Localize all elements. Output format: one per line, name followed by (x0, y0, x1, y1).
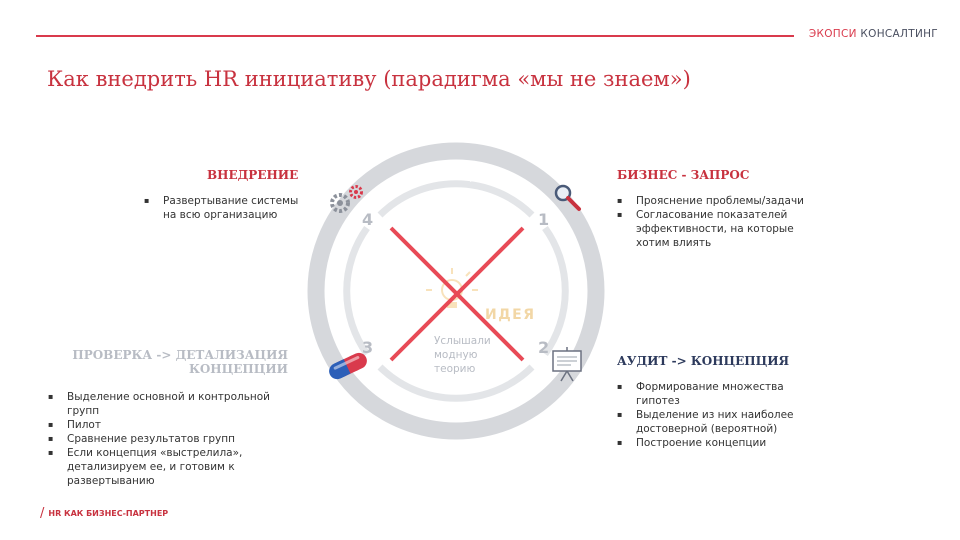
cycle-step-2: 2 (538, 338, 550, 357)
business-request-heading: БИЗНЕС - ЗАПРОС (617, 168, 750, 182)
page-title: Как внедрить HR инициативу (парадигма «мы не знаем») (47, 67, 691, 91)
footer: / HR КАК БИЗНЕС-ПАРТНЕР (40, 506, 169, 521)
audit-list (617, 380, 822, 450)
cycle-step-4: 4 (362, 210, 374, 229)
business-request-list (617, 194, 822, 250)
idea-label: ИДЕЯ (485, 307, 536, 323)
list-item: ▪ Развертывание системы на всю организацию (144, 194, 304, 222)
list-item: ▪ Построение концепции (617, 436, 822, 450)
list-item: ▪ Прояснение проблемы/задачи (617, 194, 822, 208)
audit-heading: АУДИТ -> КОНЦЕПЦИЯ (617, 354, 790, 368)
list-item: ▪ Выделение из них наиболее достоверной (вероятной) (617, 408, 822, 436)
inner-arc-top (380, 184, 532, 215)
cycle-step-1: 1 (538, 210, 550, 229)
inner-arc-left (347, 228, 367, 354)
list-item: ▪ Выделение основной и контрольной групп (48, 390, 303, 418)
brand-logo: ЭКОПСИ КОНСАЛТИНГ (808, 28, 938, 40)
list-item: ▪ Если концепция «выстрелила», детализируем ее, и готовим к развертыванию (48, 446, 303, 488)
list-item: ▪ Пилот (48, 418, 303, 432)
verification-heading: ПРОВЕРКА -> ДЕТАЛИЗАЦИЯ КОНЦЕПЦИИ (72, 348, 288, 376)
list-item: ▪ Сравнение результатов групп (48, 432, 303, 446)
inner-arc-right (545, 228, 565, 354)
list-item: ▪ Формирование множества гипотез (617, 380, 822, 408)
verification-list (48, 390, 303, 488)
implementation-heading: ВНЕДРЕНИЕ (207, 168, 299, 182)
list-item: ▪ Согласование показателей эффективности, на которые хотим влиять (617, 208, 822, 250)
implementation-list (144, 194, 304, 222)
cycle-step-3: 3 (362, 338, 374, 357)
heard-theory-text: Услышали модную теорию (434, 335, 491, 375)
